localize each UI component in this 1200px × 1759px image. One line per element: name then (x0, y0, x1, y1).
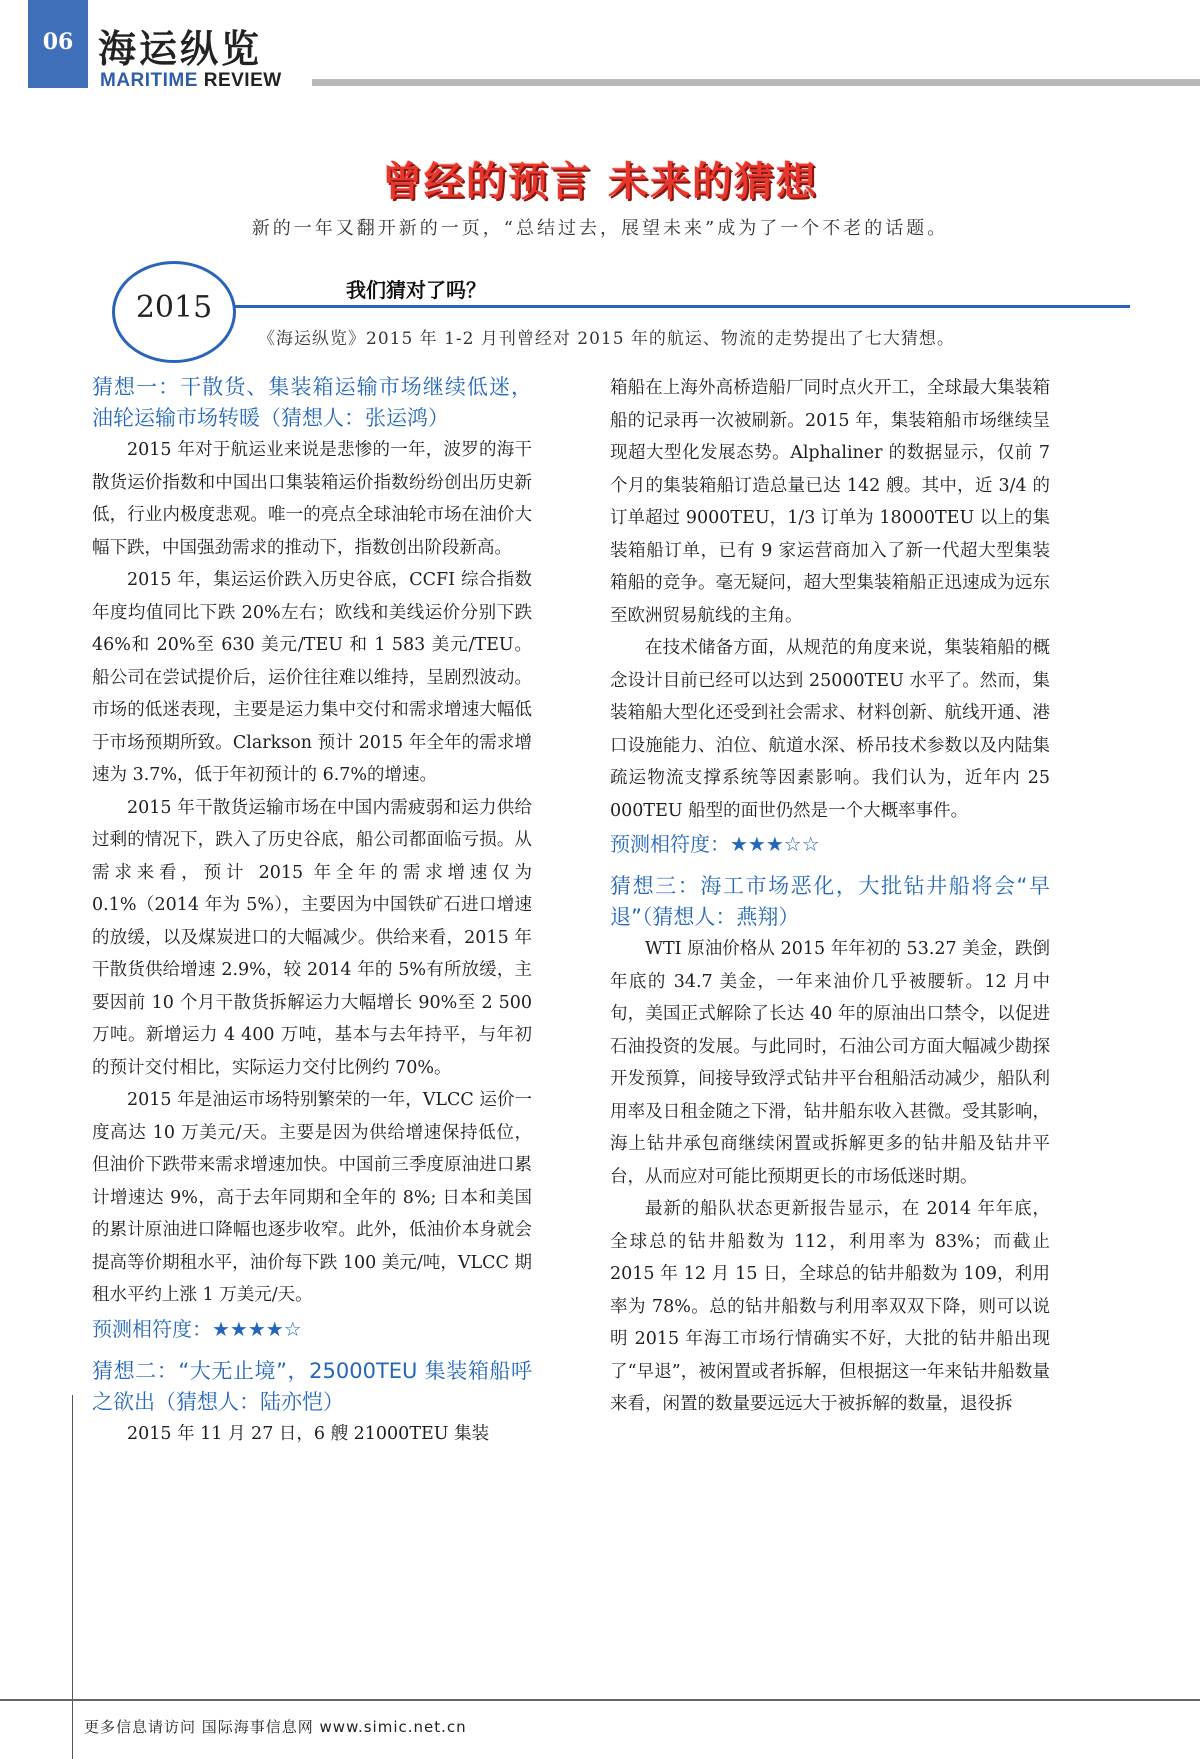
section-intro: 《海运纵览》2015 年 1-2 月刊曾经对 2015 年的航运、物流的走势提出了七大猜想。 (258, 329, 955, 349)
guess1-paragraph: 2015 年对于航运业来说是悲惨的一年，波罗的海干散货运价指数和中国出口集装箱运价指数纷纷创出历史新低，行业内极度悲观。唯一的亮点全球油轮市场在油价大幅下跌，中国强劲需求的推动下，指数创出阶段新高。 (92, 440, 532, 558)
guess1-paragraph: 2015 年，集运运价跌入历史谷底，CCFI 综合指数年度均值同比下跌 20%左右；欧线和美线运价分别下跌 46%和 20%至 630 美元/TEU 和 1 583 美元/TEU。船公司在尝试提价后，运价往往难以维持，呈剧烈波动。市场的低迷表现，主要是运力集中交付和需求增速大幅低于市场预期所致。Clarkson 预计 2015 年全年的需求增速为 3.7%，低于年初预计的 6.7%的增速。 (92, 570, 532, 785)
section-year: 2015 (135, 290, 213, 325)
guess1-heading: 猜想一：干散货、集装箱运输市场继续低迷，油轮运输市场转暖（猜想人：张运鸿） (92, 375, 532, 430)
article-title: 曾经的预言 未来的猜想 (382, 159, 818, 205)
guess2-paragraph-continued: 箱船在上海外高桥造船厂同时点火开工，全球最大集装箱船的记录再一次被刷新。2015 年，集装箱船市场继续呈现超大型化发展态势。Alphaliner 的数据显示，仅前 7 个月的集装箱船订造总量已达 142 艘。其中，近 3/4 的订单超过 9000TEU，1/3 订单为 18000TEU 以上的集装箱船订单，已有 9 家运营商加入了新一代超大型集装箱船的竞争。毫无疑问，超大型集装箱船正迅速成为远东至欧洲贸易航线的主角。 (610, 378, 1050, 626)
magazine-title-cn: 海运纵览 (98, 27, 263, 71)
magazine-title-en-part1: MARITIME (100, 70, 198, 91)
article-subtitle: 新的一年又翻开新的一页，“总结过去，展望未来”成为了一个不老的话题。 (251, 218, 949, 239)
left-column (92, 372, 532, 1450)
section-rule (232, 305, 1130, 308)
guess2-paragraph-start: 2015 年 11 月 27 日，6 艘 21000TEU 集装 (127, 1423, 490, 1444)
spacer (92, 1346, 532, 1356)
guess3-heading: 猜想三：海工市场恶化，大批钻井船将会“早退”（猜想人：燕翔） (610, 874, 1050, 929)
header-rule (312, 79, 1200, 86)
guess3-paragraph: WTI 原油价格从 2015 年年初的 53.27 美金，跌倒年底的 34.7 美金，一年来油价几乎被腰斩。12 月中旬，美国正式解除了长达 40 年的原油出口禁令，以促进石油投资的发展。与此同时，石油公司方面大幅减少勘探开发预算，间接导致浮式钻井平台租船活动减少，船队利用率及日租金随之下滑，钻井船东收入甚微。受其影响，海上钻井承包商继续闲置或拆解更多的钻井船及钻井平台，从而应对可能比预期更长的市场低迷时期。 (610, 939, 1050, 1187)
margin-rule (72, 1395, 73, 1759)
spacer (610, 861, 1050, 871)
guess2-rating: 预测相符度：★★★☆☆ (610, 832, 820, 856)
footer-text: 更多信息请访问 国际海事信息网 www.simic.net.cn (84, 1718, 467, 1736)
page-number-tab (28, 0, 88, 88)
guess2-heading: 猜想二：“大无止境”，25000TEU 集装箱船呼之欲出（猜想人：陆亦恺） (92, 1358, 532, 1414)
guess2-paragraph: 在技术储备方面，从规范的角度来说，集装箱船的概念设计目前已经可以达到 25000TEU 水平了。然而，集装箱船大型化还受到社会需求、材料创新、航线开通、港口设施能力、泊位、航道水深、桥吊技术参数以及内陆集疏运物流支撑系统等因素影响。我们认为，近年内 25 000TEU 船型的面世仍然是一个大概率事件。 (610, 638, 1050, 821)
magazine-title-en-part2: REVIEW (203, 70, 282, 91)
guess1-paragraph: 2015 年干散货运输市场在中国内需疲弱和运力供给过剩的情况下，跌入了历史谷底，船公司都面临亏损。从需求来看，预计 2015 年全年的需求增速仅为 0.1%（2014 年为 5%），主要因为中国铁矿石进口增速的放缓，以及煤炭进口的大幅减少。供给来看，2015 年干散货供给增速 2.9%，较 2014 年的 5%有所放缓，主要因前 10 个月干散货拆解运力大幅增长 90%至 2 500 万吨。新增运力 4 400 万吨，基本与去年持平，与年初的预计交付相比，实际运力交付比例约 70%。 (92, 797, 532, 1078)
guess3-paragraph: 最新的船队状态更新报告显示，在 2014 年年底，全球总的钻井船数为 112，利用率为 83%；而截止 2015 年 12 月 15 日，全球总的钻井船数为 109，利用率为 78%。总的钻井船数与利用率双双下降，则可以说明 2015 年海工市场行情确实不好，大批的钻井船出现了“早退”，被闲置或者拆解，但根据这一年来钻井船数量来看，闲置的数量要远远大于被拆解的数量，退役拆 (610, 1199, 1050, 1414)
guess1-rating: 预测相符度：★★★★☆ (92, 1316, 302, 1341)
footer-rule (0, 1699, 1200, 1701)
right-column (610, 372, 1050, 1421)
guess1-paragraph: 2015 年是油运市场特别繁荣的一年，VLCC 运价一度高达 10 万美元/天。主要是因为供给增速保持低位，但油价下跌带来需求增速加快。中国前三季度原油进口累计增速达 9%，高于去年同期和全年的 8%; 日本和美国的累计原油进口降幅也逐步收窄。此外，低油价本身就会提高等价期租水平，油价每下跌 100 美元/吨，VLCC 期租水平约上涨 1 万美元/天。 (92, 1090, 532, 1305)
magazine-title-en (100, 70, 282, 92)
section-question: 我们猜对了吗？ (346, 278, 486, 302)
page-number: 06 (42, 29, 74, 55)
